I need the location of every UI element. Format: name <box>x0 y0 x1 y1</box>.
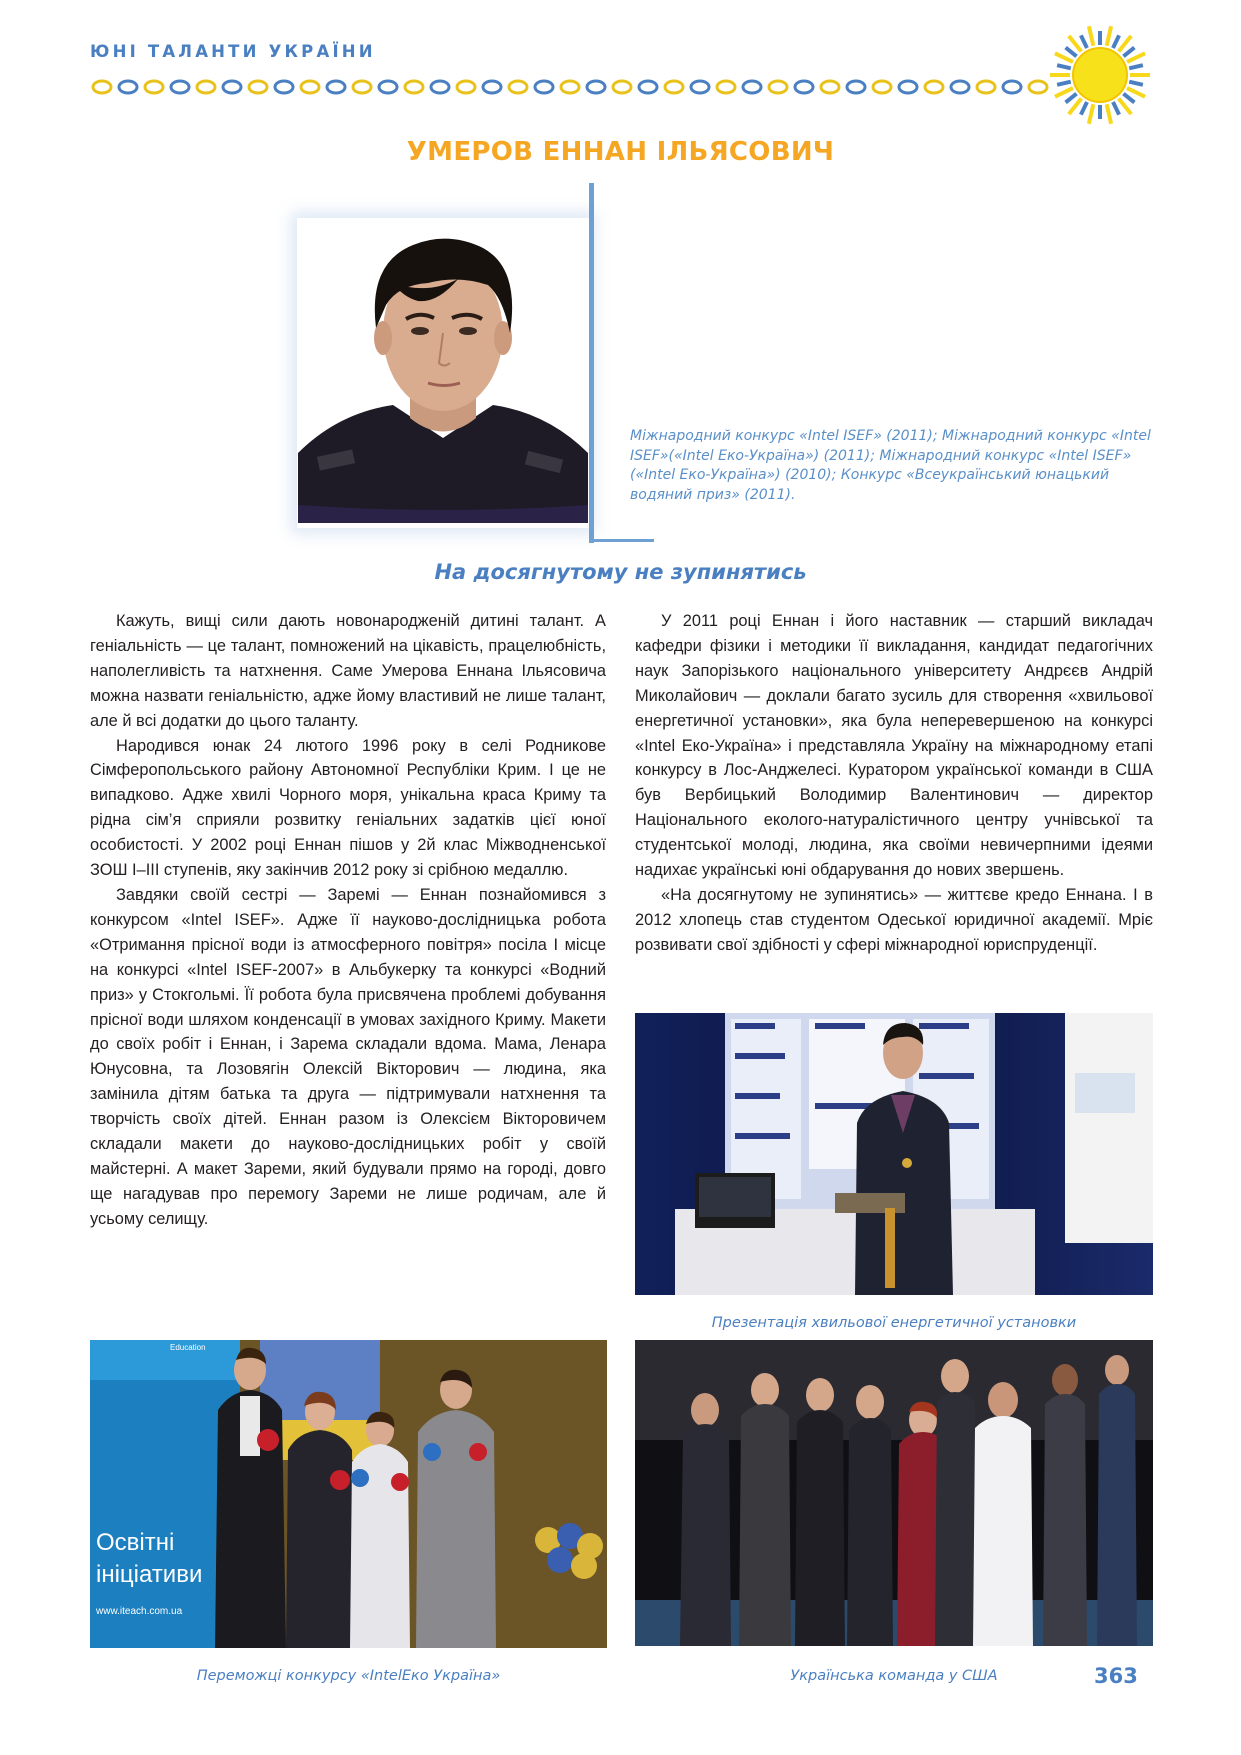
decorative-chain-border <box>88 72 1053 102</box>
right-text-column <box>635 609 1153 958</box>
person-name-title: УМЕРОВ ЕННАН ІЛЬЯСОВИЧ <box>406 137 835 167</box>
portrait-photo <box>298 223 588 523</box>
poster-url: www.iteach.com.ua <box>96 1606 183 1617</box>
article-subtitle: На досягнутому не зупинятись <box>434 560 807 584</box>
paragraph: Народився юнак 24 лютого 1996 року в селі Родникове Сімферопольського району Автономної Республіки Крим. І це не випадково. Адже хвилі Чорного моря, унікальна краса Криму та рідна сім’я сприяли розвитку геніальних задатків цієї юної особистості. У 2002 році Еннан пішов у 2й клас Міжводненської ЗОШ І–ІІІ ступенів, яку закінчив 2012 року зі срібною медаллю. <box>90 736 606 880</box>
team-photo <box>635 1340 1153 1646</box>
page-number: 363 <box>1094 1664 1138 1688</box>
paragraph: Завдяки своїй сестрі — Заремі — Еннан познайомився з конкурсом «Intel ISEF». Адже її науково-дослідницька робота «Отримання прісної води із атмосферного повітря» посіла І місце на конкурсі «Intel ISEF-2007» в Альбукерку та конкурсі «Водний приз» у Стокгольмі. Її робота була присвячена проблемі добування прісної води шляхом конденсації в умовах західного Криму. Макети до своїх робіт і Еннан, і Зарема складали вдома. Мама, Ленара Юнусовна, та Лозовягін Олексій Вікторович — людина, яка замінила дітям батька та друга — підтримували натхнення та творчість своїх дітей. Еннан разом із Олексієм Вікторовичем складали макети до науково-дослідницьких робіт у своїй майстерні. А макет Зареми, який будували прямо на городі, довго ще нагадував про перемогу Зареми не лише родичам, але й усьому селищу. <box>90 885 606 1228</box>
presentation-caption: Презентація хвильової енергетичної установки <box>711 1315 1077 1331</box>
awards-list: Міжнародний конкурс «Intel ISEF» (2011); Міжнародний конкурс «Intel ISEF»(«Intel Еко-Україна») (2011); Міжнародний конкурс «Intel ISEF» («Intel Еко-Україна») (2010); Конкурс «Всеукраїнський юнацький водяний приз» (2011). <box>630 428 1151 503</box>
presentation-photo <box>635 1013 1153 1295</box>
winners-caption: Переможці конкурсу «IntelЕко Україна» <box>196 1668 501 1684</box>
poster-heading: Освітні ініціативи <box>96 1529 203 1588</box>
winners-photo <box>90 1340 607 1648</box>
team-caption: Українська команда у США <box>790 1668 998 1684</box>
accent-vertical-line <box>589 183 594 543</box>
paragraph: Кажуть, вищі сили дають новонародженій дитині талант. А геніальність — це талант, помножений на цікавість, працелюбність, наполегливість та натхнення. Саме Умерова Еннана Ільясовича можна назвати геніальністю, адже йому властивий не лише талант, але й всі додатки до цього таланту. <box>90 612 606 730</box>
paragraph: У 2011 році Еннан і його наставник — старший викладач кафедри фізики і методики її викладання, кандидат педагогічних наук Запорізького національного університету Андрєєв Андрій Миколайович — доклали багато зусиль для створення «хвильової енергетичної установки», яка була неперевершеною на конкурсі «Intel Еко-Україна» і представляла Україну на міжнародному етапі конкурсу в Лос-Анджелесі. Куратором української команди в США був Вербицький Володимир Валентинович — директор Національного еколого-натуралістичного центру учнівської та студентської молоді, людина, яка своїми невичерпними ідеями надихає українські юні обдарування до нових звершень. <box>635 612 1153 880</box>
left-text-column <box>90 609 606 1232</box>
poster-top-text: Education <box>170 1343 206 1352</box>
sun-icon <box>1040 20 1160 130</box>
accent-horizontal-line <box>589 539 654 542</box>
paragraph: «На досягнутому не зупинятись» — життєве кредо Еннана. І в 2012 хлопець став студентом Одеської юридичної академії. Мріє розвивати свої здібності у сфері міжнародної юриспруденції. <box>635 885 1153 954</box>
section-title: ЮНІ ТАЛАНТИ УКРАЇНИ <box>90 42 376 61</box>
